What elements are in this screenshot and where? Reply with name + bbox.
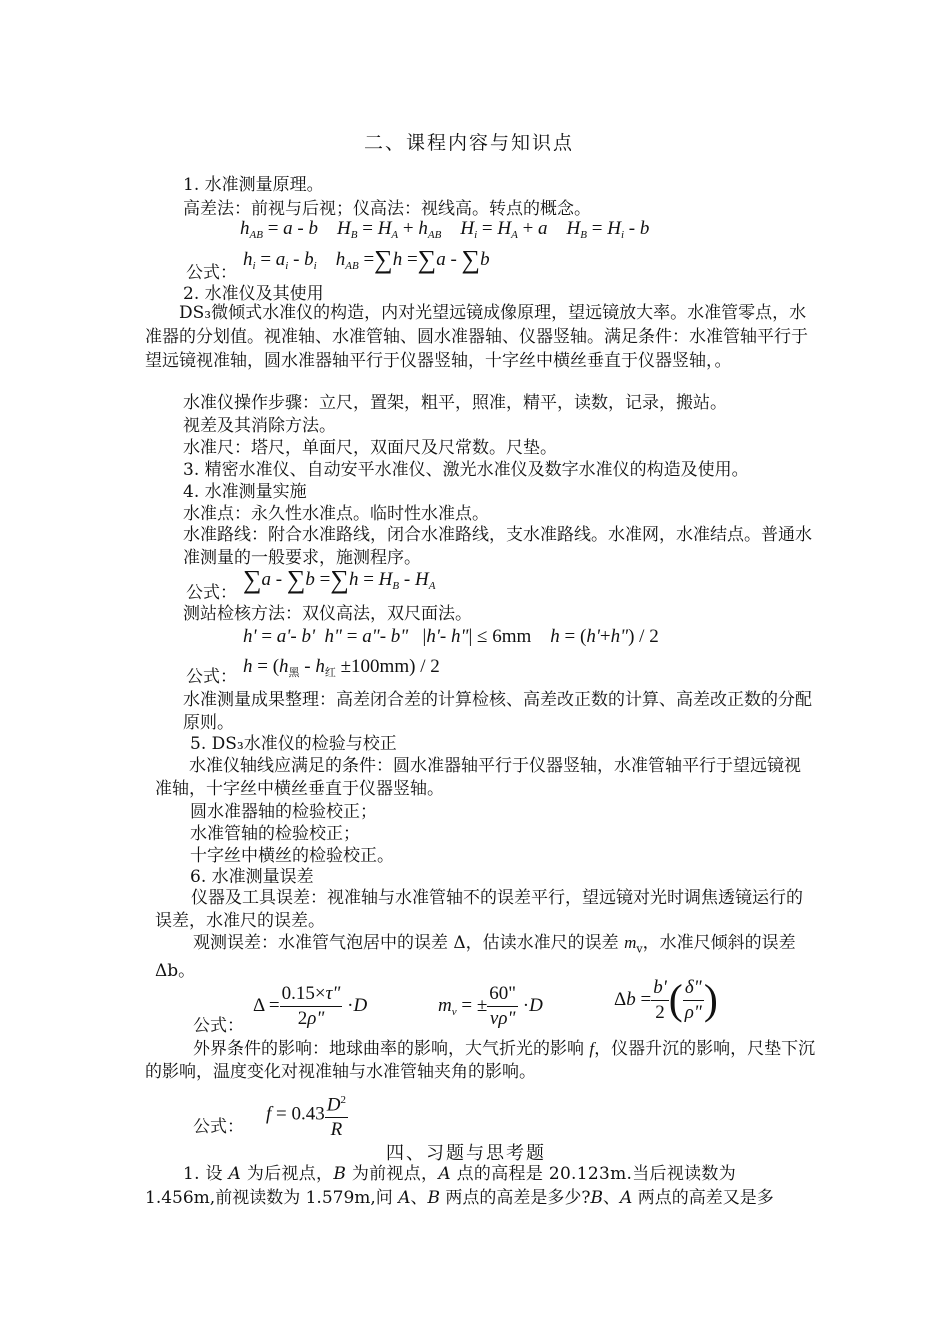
s5-check-1: 圆水准器轴的检验校正； bbox=[190, 802, 377, 822]
s5-para: 水准仪轴线应满足的条件：圆水准器轴平行于仪器竖轴，水准管轴平行于望远镜视准轴，十字丝中横丝垂直于仪器竖轴。 bbox=[155, 756, 801, 799]
s1-formula-label: 公式： bbox=[186, 263, 237, 283]
s6-formula-delta: Δ = $\frac{0.15\times\tau"}{2\rho"}$ ·D bbox=[253, 983, 368, 1029]
s4-formula-2: h' = a'- b' h" = a"- b" |h'- h"| ≤ 6mm h = (h'+h") / 2 bbox=[243, 626, 659, 647]
q1-A3: A bbox=[398, 1188, 411, 1208]
s6-formula-mv: $m_v$ = ± $\frac{60"}{v\rho"}$ ·D bbox=[438, 983, 543, 1029]
q1-t1: 1. 设 bbox=[183, 1164, 229, 1184]
s6-formula-db: Δb = $\frac{b'}{2}$ ( $\frac{\delta"}{\rho"}$ ) bbox=[614, 977, 718, 1024]
s4-routes: 水准路线：附合水准路线，闭合水准路线，支水准路线。水准网，水准结点。普通水准测量的一般要求，施测程序。 bbox=[183, 525, 812, 568]
s5-check-3: 十字丝中横丝的检验校正。 bbox=[190, 846, 394, 866]
s6-formula-f: f = 0.43 $\frac{D^2}{R}$ bbox=[266, 1088, 348, 1142]
s6-formula-label: 公式： bbox=[193, 1016, 244, 1036]
q1-t9: 两点的高差又是多 bbox=[632, 1188, 774, 1208]
s2-parallax: 视差及其消除方法。 bbox=[183, 416, 336, 436]
s1-formula-row2: $h_i = a_i - b_i$ $h_{AB} =\sum h =\sum a - \sum b$ bbox=[243, 245, 490, 274]
s6-ext-text-b: ，仪器升沉的影响，尺垫下沉的影响，温度变化对视准轴与水准管轴夹角的影响。 bbox=[145, 1039, 816, 1082]
q1-t8: 、 bbox=[603, 1188, 621, 1208]
q1-B2: B bbox=[427, 1188, 440, 1208]
section-title-2: 四、习题与思考题 bbox=[386, 1143, 546, 1164]
q1-A4: A bbox=[620, 1188, 633, 1208]
s2-rod: 水准尺：塔尺，单面尺，双面尺及尺常数。尺垫。 bbox=[183, 438, 557, 458]
s6-external bbox=[145, 1037, 825, 1084]
s1-line1: 高差法：前视与后视；仪高法：视线高。转点的概念。 bbox=[183, 199, 591, 219]
s4-points: 水准点：永久性水准点。临时性水准点。 bbox=[183, 504, 489, 524]
s3-heading: 3. 精密水准仪、自动安平水准仪、激光水准仪及数字水准仪的构造及使用。 bbox=[183, 460, 749, 480]
s4-heading: 4. 水准测量实施 bbox=[183, 482, 307, 502]
s4-formula-3: $h = (h_黑 - h_红 \pm 100mm) / 2$ bbox=[243, 656, 440, 679]
s4-formula-label: 公式： bbox=[186, 583, 237, 603]
q1-B3: B bbox=[590, 1188, 604, 1208]
q1-t7: 两点的高差是多少? bbox=[439, 1188, 591, 1208]
s2-heading: 2. 水准仪及其使用 bbox=[183, 284, 324, 304]
s4-check: 测站检核方法：双仪高法，双尺面法。 bbox=[183, 604, 472, 624]
s6-obs-text-b: ，水准尺倾斜的误差 Δb。 bbox=[155, 933, 796, 982]
q1-t2: 为后视点， bbox=[241, 1164, 334, 1184]
q1-t6: 、 bbox=[410, 1188, 428, 1208]
s2-steps: 水准仪操作步骤：立尺，置架，粗平，照准，精平，读数，记录，搬站。 bbox=[183, 393, 727, 413]
section-title: 二、课程内容与知识点 bbox=[364, 132, 575, 154]
s6-instrument: 仪器及工具误差：视准轴与水准管轴不的误差平行，望远镜对光时调焦透镜运行的误差，水准尺的误差。 bbox=[155, 888, 803, 931]
q1-A: A bbox=[228, 1164, 242, 1184]
s4-results: 水准测量成果整理：高差闭合差的计算检核、高差改正数的计算、高差改正数的分配原则。 bbox=[183, 690, 812, 733]
s6-ext-f: f bbox=[589, 1039, 595, 1058]
s5-heading: 5. DS₃水准仪的检验与校正 bbox=[190, 734, 397, 754]
s6-obs-text-a: 观测误差：水准管气泡居中的误差 Δ，估读水准尺的误差 bbox=[193, 933, 625, 953]
q1-line1 bbox=[183, 1163, 736, 1185]
q1-t4: 点的高程是 20.123m.当后视读数为 bbox=[450, 1164, 737, 1184]
s6-formula-label2: 公式： bbox=[193, 1117, 244, 1137]
s2-para1: DS₃微倾式水准仪的构造，内对光望远镜成像原理，望远镜放大率。水准管零点，水准器的分划值。视准轴、水准管轴、圆水准器轴、仪器竖轴。满足条件：水准管轴平行于望远镜视准轴，圆水准器轴平行于仪器竖轴，十字丝中横丝垂直于仪器竖轴，。 bbox=[145, 303, 808, 371]
q1-B: B bbox=[333, 1164, 347, 1184]
s6-obs-mv: m bbox=[624, 933, 637, 952]
q1-t5: 1.456m,前视读数为 1.579m,问 bbox=[145, 1188, 399, 1208]
s6-obs-v: v bbox=[636, 942, 643, 956]
s5-check-2: 水准管轴的检验校正； bbox=[190, 824, 360, 844]
s1-formula-row1: $h_{AB} = a - b$ $H_B = H_A + h_{AB}$ $H_i = H_A + a$ $H_B = H_i - b$ bbox=[240, 218, 650, 241]
s6-heading: 6. 水准测量误差 bbox=[190, 867, 314, 887]
s1-heading: 1. 水准测量原理。 bbox=[183, 175, 324, 195]
q1-t3: 为前视点， bbox=[346, 1164, 439, 1184]
q1-line2 bbox=[145, 1187, 774, 1209]
s4-formula-label2: 公式： bbox=[186, 667, 237, 687]
s4-formula-1: $\sum a - \sum b =\sum h = H_B - H_A$ bbox=[243, 565, 436, 594]
s6-ext-text-a: 外界条件的影响：地球曲率的影响，大气折光的影响 bbox=[193, 1039, 590, 1059]
q1-A2: A bbox=[438, 1164, 451, 1184]
